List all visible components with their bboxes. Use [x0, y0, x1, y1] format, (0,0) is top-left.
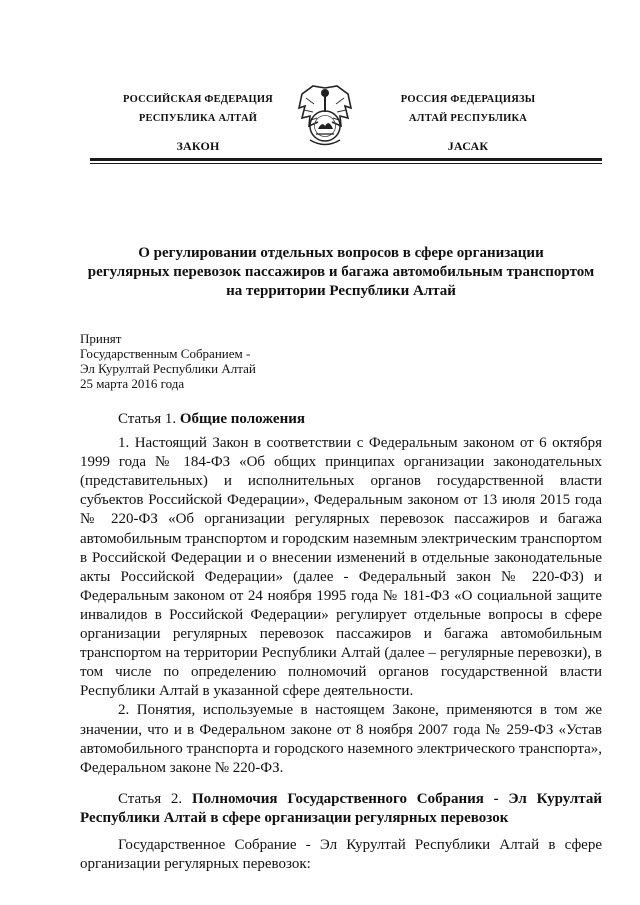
article-2-prefix: Статья 2. [118, 790, 192, 807]
document-title [80, 244, 602, 301]
document-body [80, 410, 602, 874]
article-1-heading [80, 410, 602, 429]
article-2-heading [80, 790, 602, 828]
header-left-republic: РЕСПУБЛИКА АЛТАЙ [138, 113, 258, 124]
header-right-republic: АЛТАЙ РЕСПУБЛИКА [408, 113, 528, 124]
article-1-paragraph-2: 2. Понятия, используемые в настоящем Законе, применяются в том же значении, что и в Федеральном законе от 8 ноября 2007 года № 259-ФЗ «Устав автомобильного транспорта и городского наземного электрического транспорта», Федеральном законе № 220-ФЗ. [80, 702, 602, 776]
adoption-line: Эл Курултай Республики Алтай [80, 361, 256, 376]
article-1-prefix: Статья 1. [118, 411, 180, 427]
adoption-line: Государственным Собранием - [80, 346, 251, 361]
article-2-paragraph-1: Государственное Собрание - Эл Курултай Республики Алтай в сфере организации регулярных перевозок: [80, 836, 602, 873]
title-line: регулярных перевозок пассажиров и багажа автомобильным транспортом [87, 264, 595, 280]
header-divider-thin [90, 163, 602, 164]
header-right-block [368, 90, 568, 156]
header-right-country: РОССИЯ ФЕДЕРАЦИЯЗЫ [400, 94, 536, 105]
adoption-date: 25 марта 2016 года [80, 376, 185, 391]
header-divider-thick [90, 158, 602, 161]
article-2-title: Полномочия Государственного Собрания - Эл Курултай Республики Алтай в сфере организации регулярных перевозок [80, 790, 602, 826]
header-left-country: РОССИЙСКАЯ ФЕДЕРАЦИЯ [123, 94, 273, 105]
header-left-block [98, 90, 298, 156]
coat-of-arms-griffin-icon [296, 82, 354, 150]
adoption-line: Принят [80, 331, 122, 346]
article-1-paragraph-1: 1. Настоящий Закон в соответствии с Федеральным законом от 6 октября 1999 года № 184-ФЗ «Об общих принципах организации законодательных (представительных) и исполнительных органов государственной власти субъектов Российской Федерации», Федеральным законом от 13 июля 2015 года № 220-ФЗ «Об организации регулярных перевозок пассажиров и багажа автомобильным транспортом и городским наземным электрическим транспортом в Российской Федерации и о внесении изменений в отдельные законодательные акты Российской Федерации» (далее - Федеральный закон № 220-ФЗ) и Федеральным законом от 24 ноября 1995 года № 181-ФЗ «О социальной защите инвалидов в Российской Федерации» регулирует отдельные вопросы в сфере организации регулярных перевозок пассажиров и багажа автомобильным транспортом на территории Республики Алтай (далее – регулярные перевозки), в том числе по определению полномочий органов государственной власти Республики Алтай в указанной сфере деятельности. [80, 435, 602, 700]
title-line: на территории Республики Алтай [226, 283, 456, 299]
article-1-title: Общие положения [179, 411, 305, 427]
header-right-law: JАСАК [447, 139, 489, 153]
adoption-block [80, 331, 256, 391]
title-line: О регулировании отдельных вопросов в сфере организации [138, 245, 544, 261]
header-left-law: ЗАКОН [176, 139, 220, 153]
